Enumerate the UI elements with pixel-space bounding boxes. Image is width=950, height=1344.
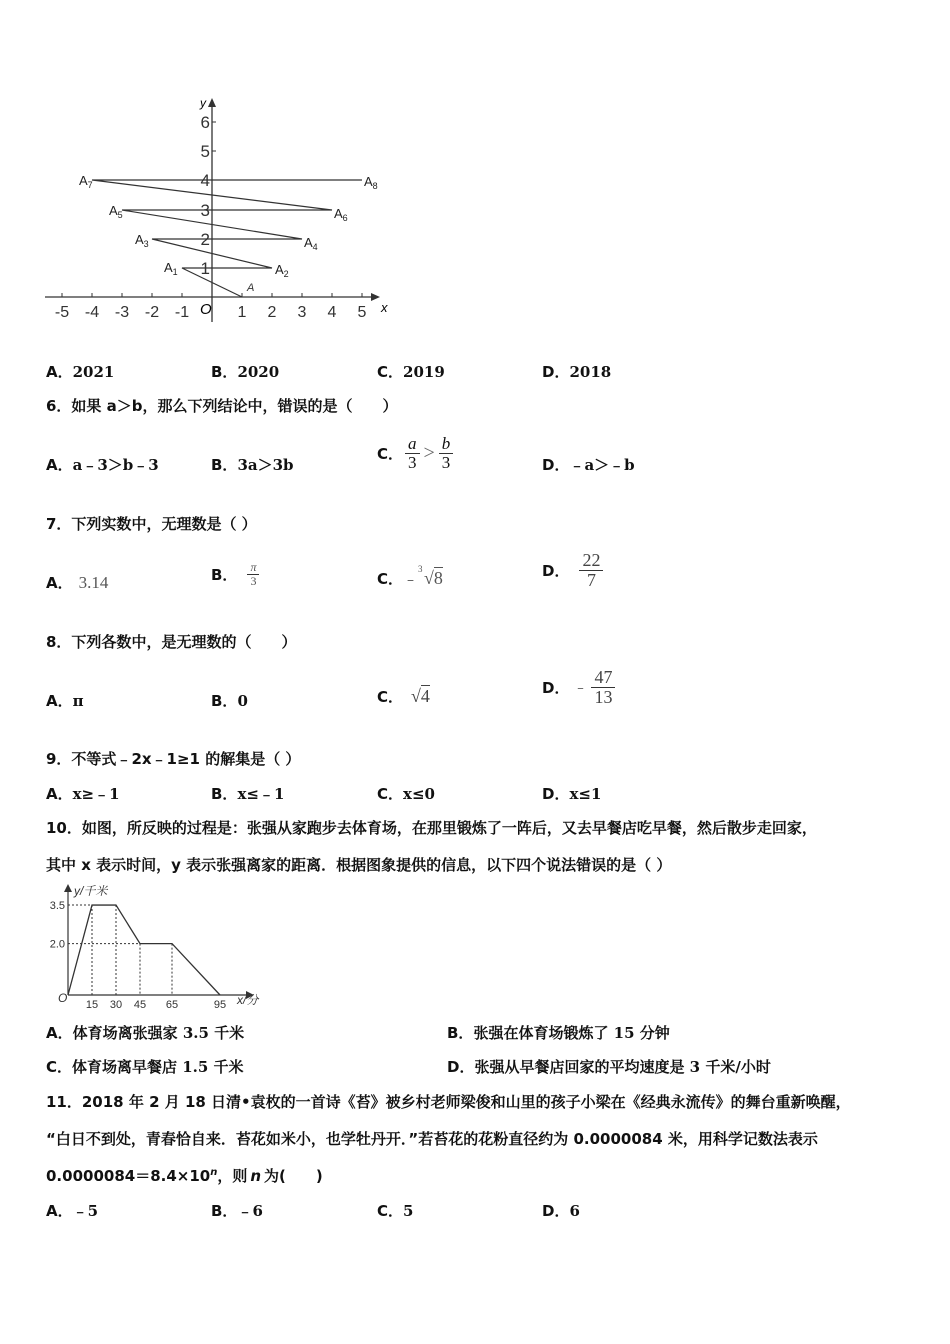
y-tick-label: 5 [200, 142, 210, 161]
x-tick-label: -3 [114, 304, 130, 321]
minus-sign: ﹣ [573, 681, 588, 696]
q11-stem-line3: $0.0000084=8.4\times 10^n$，则 n 为( ) [46, 1167, 323, 1185]
option-text: 张强在体育场锻炼了 15 分钟 [473, 1024, 670, 1042]
x-tick-label: 4 [327, 304, 337, 321]
q5-option-a[interactable] [46, 361, 114, 382]
option-label: B． [211, 785, 238, 803]
option-text: x≤1 [569, 785, 602, 803]
point-label-A3: $A_3$ [135, 232, 149, 249]
y-tick-label: 3 [200, 201, 210, 220]
q10-option-d[interactable] [447, 1056, 771, 1077]
fraction-a-over-3: $\frac{a}{3}$ [405, 435, 420, 472]
q10-data-line [68, 905, 220, 995]
option-label: C． [377, 1202, 404, 1220]
q11-option-d[interactable] [542, 1200, 580, 1221]
option-text: 张强从早餐店回家的平均速度是 3 千米/小时 [474, 1058, 771, 1076]
point-label-A7: $A_7$ [79, 173, 93, 190]
y-axis-arrow-icon [208, 98, 216, 107]
q8-option-b[interactable] [211, 690, 248, 711]
option-label: D． [542, 561, 570, 580]
option-text: π [72, 692, 84, 710]
q10-option-b[interactable] [447, 1022, 670, 1043]
option-label: C． [377, 688, 404, 706]
y-tick-label: 2 [200, 230, 210, 249]
option-text: 5 [403, 1202, 414, 1220]
option-text: ﹣6 [237, 1202, 263, 1220]
option-label: A． [46, 1024, 73, 1042]
point-label-A2: $A_2$ [275, 262, 289, 279]
option-text: ﹣5 [72, 1202, 99, 1220]
q5-coordinate-graph [40, 90, 400, 330]
option-text: x≤0 [403, 785, 435, 803]
q9-stem: 9．不等式﹣2x﹣1≥1 的解集是（ ） [46, 750, 301, 768]
q5-option-b[interactable] [211, 361, 279, 382]
q7-option-c[interactable] [377, 564, 443, 589]
q9-option-a[interactable] [46, 783, 120, 804]
q10-y-tick-label: 3.5 [49, 900, 65, 913]
option-label: B． [447, 1024, 474, 1042]
option-label: B． [211, 565, 238, 584]
fraction-22-over-7: $\frac{22}{7}$ [579, 551, 603, 590]
q10-origin-label: O [58, 991, 68, 1005]
option-label: B． [211, 456, 238, 474]
q10-x-tick-label: 15 [85, 999, 99, 1010]
greater-than-sign: > [423, 441, 435, 464]
point-label-A: A [247, 282, 255, 294]
q10-option-c[interactable] [46, 1056, 244, 1077]
option-label: B． [211, 363, 238, 381]
x-tick-label: 3 [297, 304, 307, 321]
q7-stem: 7．下列实数中，无理数是（ ） [46, 515, 257, 533]
y-axis-label: y [200, 96, 206, 110]
fraction-b-over-3: $\frac{b}{3}$ [439, 435, 454, 472]
x-tick-label: -2 [144, 304, 160, 321]
x-tick-label: 1 [237, 304, 247, 321]
option-label: C． [377, 444, 404, 463]
option-label: C． [46, 1058, 73, 1076]
q6-stem: 6．如果 a＞b，那么下列结论中，错误的是（ ） [46, 397, 398, 415]
q9-option-c[interactable] [377, 783, 435, 804]
fraction-47-over-13: $\frac{47}{13}$ [591, 668, 615, 707]
option-label: D． [542, 363, 570, 381]
option-text: 2020 [237, 363, 280, 381]
option-text: x≤﹣1 [237, 785, 285, 803]
q7-option-b[interactable] [211, 552, 261, 596]
option-label: A． [46, 692, 73, 710]
point-label-A1: $A_1$ [164, 260, 178, 277]
option-label: C． [377, 363, 404, 381]
option-label: A． [46, 785, 73, 803]
q6-option-c[interactable] [377, 430, 455, 476]
q9-option-b[interactable] [211, 783, 284, 804]
q8-option-a[interactable] [46, 690, 84, 711]
y-tick-label: 4 [200, 171, 210, 190]
q10-y-tick-label: 2.0 [49, 938, 65, 951]
option-label: D． [542, 456, 570, 474]
q8-option-c[interactable] [377, 686, 430, 707]
option-label: D． [447, 1058, 475, 1076]
option-label: D． [542, 678, 570, 697]
option-text: 3a＞3b [237, 456, 294, 474]
q11-option-b[interactable] [211, 1200, 263, 1221]
q6-option-b[interactable] [211, 454, 294, 475]
q8-option-d[interactable] [542, 662, 617, 712]
point-label-A5: $A_5$ [109, 203, 123, 220]
option-label: A． [46, 1202, 73, 1220]
q10-option-a[interactable] [46, 1022, 244, 1043]
option-text: 2018 [569, 363, 612, 381]
q10-x-axis-label: x/分 [237, 993, 259, 1007]
option-text: 6 [569, 1202, 580, 1220]
option-label: C． [377, 785, 404, 803]
option-text: x≥﹣1 [72, 785, 120, 803]
x-tick-label: -1 [174, 304, 190, 321]
q11-option-c[interactable] [377, 1200, 413, 1221]
y-tick-label: 6 [200, 113, 210, 132]
q5-option-d[interactable] [542, 361, 611, 382]
q8-stem: 8．下列各数中，是无理数的（ ） [46, 633, 297, 651]
q7-option-a[interactable] [46, 572, 108, 593]
x-tick-label: -4 [84, 304, 100, 321]
q11-option-a[interactable] [46, 1200, 98, 1221]
option-label: A． [46, 456, 73, 474]
q11-stem-line2: “白日不到处，青春恰自来．苔花如米小，也学牡丹开．”若苔花的花粉直径约为 0.0000084 米，用科学记数法表示 [46, 1130, 818, 1148]
x-axis-arrow-icon [371, 293, 380, 301]
option-text: 体育场离张强家 3.5 千米 [72, 1024, 245, 1042]
q7-option-d[interactable] [542, 546, 605, 594]
point-label-A8: $A_8$ [364, 174, 378, 191]
option-label: A． [46, 574, 73, 592]
q10-y-axis-label: y/千米 [74, 884, 108, 898]
q6-option-a[interactable] [46, 454, 159, 475]
y-tick-label: 1 [200, 259, 210, 278]
option-text: 0 [237, 692, 248, 710]
q10-stem-line1: 10．如图，所反映的过程是：张强从家跑步去体育场，在那里锻炼了一阵后，又去早餐店吃早餐，然后散步走回家， [46, 819, 817, 837]
q9-option-d[interactable] [542, 783, 601, 804]
point-label-A6: $A_6$ [334, 206, 348, 223]
option-label: D． [542, 785, 570, 803]
zigzag-path [92, 180, 362, 297]
x-axis-label: x [381, 300, 388, 315]
q10-distance-time-graph [40, 880, 270, 1010]
option-label: B． [211, 1202, 238, 1220]
cube-root: 3 √8 [418, 564, 443, 588]
option-text: 体育场离早餐店 1.5 千米 [72, 1058, 244, 1076]
q10-x-tick-label: 65 [165, 999, 179, 1010]
option-label: C． [377, 570, 404, 588]
q6-option-d[interactable] [542, 454, 635, 475]
square-root: √4 [411, 686, 430, 706]
q10-x-tick-label: 45 [133, 999, 147, 1010]
q5-option-c[interactable] [377, 361, 445, 382]
q10-x-tick-label: 30 [109, 999, 123, 1010]
minus-sign: ﹣ [403, 572, 419, 588]
option-label: B． [211, 692, 238, 710]
q10-stem-line2: 其中 x 表示时间，y 表示张强离家的距离．根据图象提供的信息，以下四个说法错误的是（ ） [46, 856, 672, 874]
option-label: A． [46, 363, 73, 381]
option-text: 2019 [403, 363, 445, 381]
option-text: 3.14 [78, 573, 109, 592]
option-text: 2021 [72, 363, 115, 381]
x-tick-label: 2 [267, 304, 277, 321]
option-text: ﹣a＞﹣b [569, 456, 635, 474]
origin-label: O [200, 301, 212, 318]
option-text: a﹣3＞b﹣3 [72, 456, 159, 474]
q10-y-axis-arrow-icon [64, 884, 72, 892]
x-tick-label: -5 [54, 304, 70, 321]
option-label: D． [542, 1202, 570, 1220]
fraction-pi-over-3: $\frac{\pi}{3}$ [247, 561, 259, 587]
point-label-A4: $A_4$ [304, 235, 318, 252]
x-tick-label: 5 [357, 304, 367, 321]
q10-x-tick-label: 95 [213, 999, 227, 1010]
q11-stem-line1: 11．2018 年 2 月 18 日清•袁枚的一首诗《苔》被乡村老师梁俊和山里的孩子小梁在《经典永流传》的舞台重新唤醒， [46, 1093, 851, 1111]
